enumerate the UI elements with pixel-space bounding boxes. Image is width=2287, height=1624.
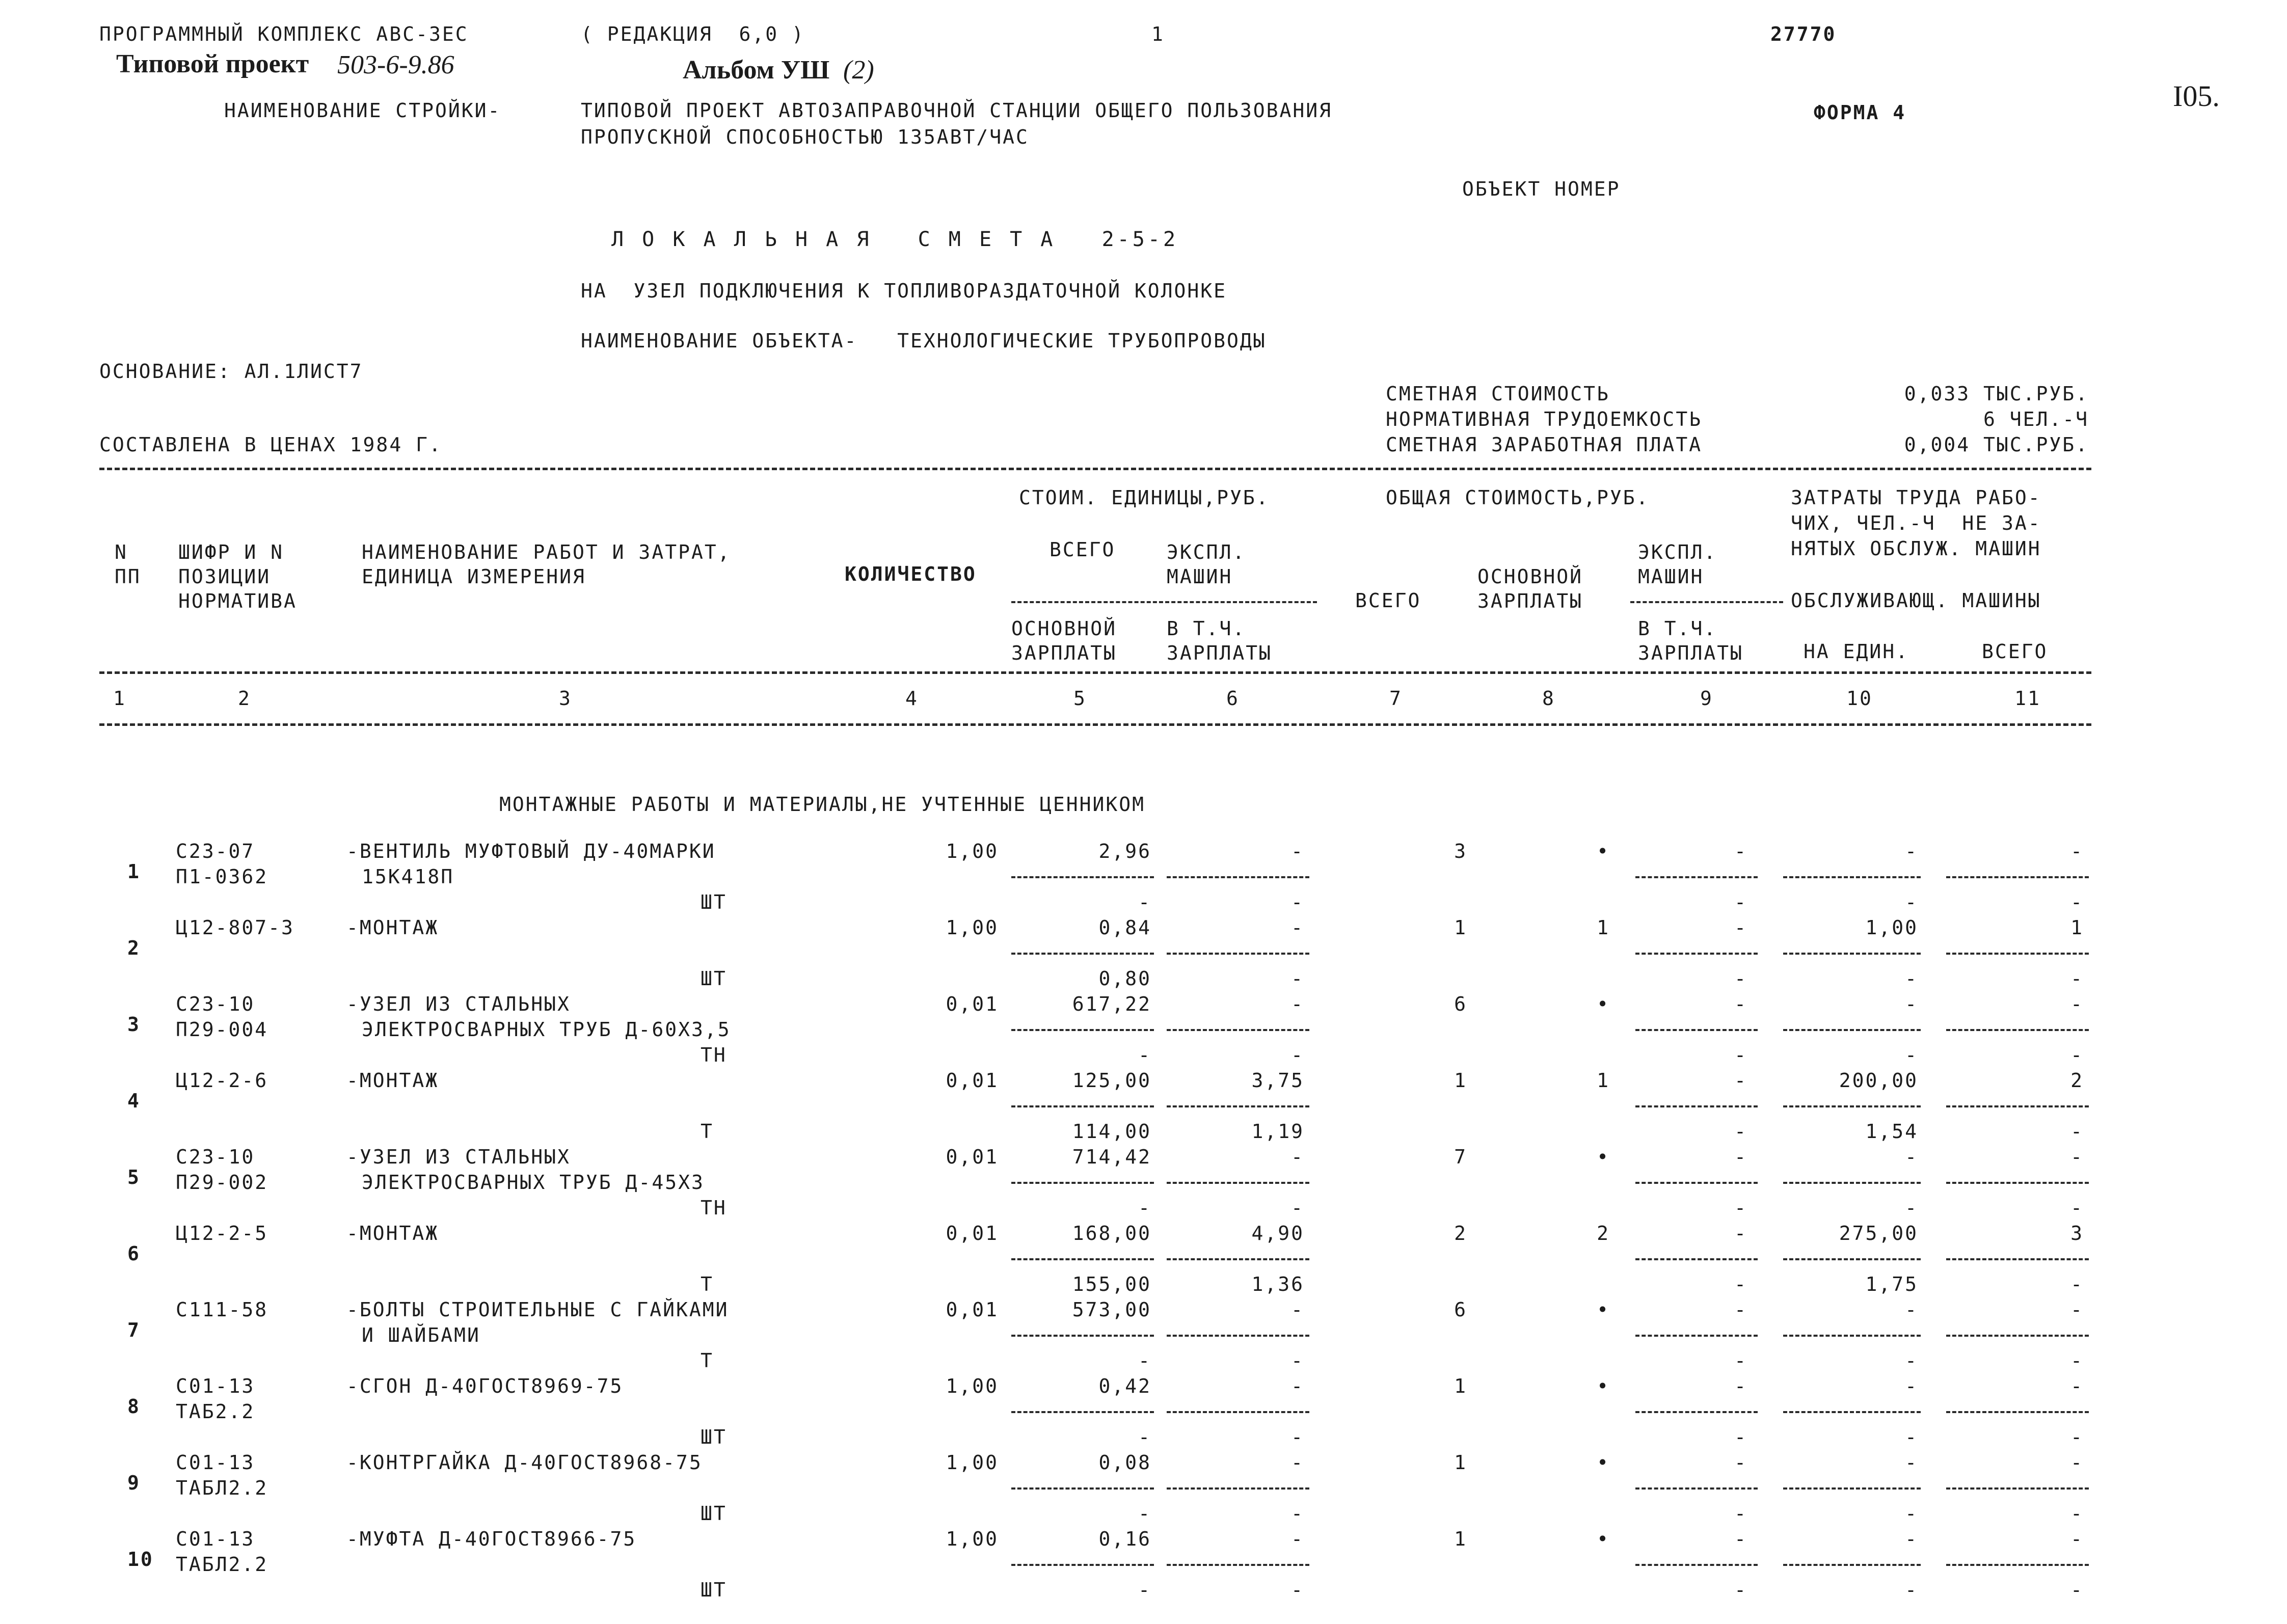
- row-unit-mach-wages: -: [1291, 1044, 1304, 1066]
- row-labor-total-2: -: [2070, 891, 2084, 913]
- row-number: 6: [127, 1242, 141, 1265]
- col-number: 6: [1226, 687, 1240, 710]
- row-divider: [1783, 1335, 1921, 1337]
- row-quantity: 0,01: [946, 1146, 999, 1168]
- row-divider: [1635, 1105, 1758, 1107]
- col-number-header: N ПП: [115, 541, 141, 588]
- row-total: 6: [1454, 1298, 1467, 1321]
- row-unit: ШТ: [701, 891, 727, 913]
- row-total: 3: [1454, 840, 1467, 862]
- row-total-mach-wages: -: [1734, 1579, 1747, 1601]
- col-number: 3: [559, 687, 572, 710]
- row-total-machines: -: [1734, 1528, 1747, 1550]
- row-unit: ТН: [701, 1197, 727, 1219]
- row-divider: [1946, 1258, 2089, 1260]
- row-unit-machines: 3,75: [1251, 1069, 1304, 1092]
- header-rule-top: [99, 468, 2091, 470]
- row-labor-unit: 200,00: [1839, 1069, 1918, 1092]
- row-quantity: 0,01: [946, 1069, 999, 1092]
- edition: ( РЕДАКЦИЯ 6,0 ): [581, 23, 805, 45]
- row-code-2: ТАБЛ2.2: [176, 1553, 268, 1576]
- row-divider: [1635, 1487, 1758, 1490]
- row-number: 1: [127, 860, 141, 883]
- row-divider: [1167, 1411, 1309, 1413]
- row-divider: [1167, 876, 1309, 878]
- row-code: Ц12-2-6: [176, 1069, 268, 1092]
- row-divider: [1946, 1564, 2089, 1566]
- row-total-wages: •: [1597, 993, 1610, 1015]
- header-rule-bottom: [99, 723, 2091, 726]
- object-name: НАИМЕНОВАНИЕ ОБЪЕКТА- ТЕХНОЛОГИЧЕСКИЕ ТРУБОПРОВОДЫ: [581, 330, 1267, 352]
- col-quantity-header: КОЛИЧЕСТВО: [845, 563, 977, 585]
- row-unit: Т: [701, 1349, 714, 1372]
- row-name: -БОЛТЫ СТРОИТЕЛЬНЫЕ С ГАЙКАМИ: [346, 1298, 729, 1321]
- col-11-header: ВСЕГО: [1982, 640, 2048, 663]
- row-total: 1: [1454, 1069, 1467, 1092]
- row-total-machines: -: [1734, 1298, 1747, 1321]
- row-unit-total: 573,00: [1072, 1298, 1151, 1321]
- row-labor-total-2: -: [2070, 1120, 2084, 1143]
- col-number: 1: [113, 687, 126, 710]
- row-labor-total-2: -: [2070, 967, 2084, 990]
- row-labor-total-2: -: [2070, 1502, 2084, 1525]
- row-divider: [1167, 1487, 1309, 1490]
- col-9b-header: В Т.Ч. ЗАРПЛАТЫ: [1638, 617, 1744, 664]
- page-mark: I05.: [2173, 79, 2220, 113]
- row-name: -УЗЕЛ ИЗ СТАЛЬНЫХ: [346, 1146, 571, 1168]
- row-unit-wages: -: [1138, 1349, 1151, 1372]
- row-unit-wages: -: [1138, 1044, 1151, 1066]
- row-code-2: П29-002: [176, 1171, 268, 1194]
- total-cost-divider: [1630, 601, 1783, 603]
- summary-label: СМЕТНАЯ ЗАРАБОТНАЯ ПЛАТА: [1386, 434, 1703, 456]
- row-labor-total-2: -: [2070, 1044, 2084, 1066]
- row-total-machines: -: [1734, 916, 1747, 939]
- row-unit-wages: -: [1138, 1579, 1151, 1601]
- labor-header: ЗАТРАТЫ ТРУДА РАБО-: [1791, 486, 2041, 509]
- row-code: С01-13: [176, 1528, 255, 1550]
- row-labor-total: -: [2070, 993, 2084, 1015]
- row-total-machines: -: [1734, 1222, 1747, 1244]
- row-divider: [1783, 1487, 1921, 1490]
- col-5b-header: ОСНОВНОЙ ЗАРПЛАТЫ: [1011, 617, 1117, 664]
- row-divider: [1783, 1105, 1921, 1107]
- row-total-wages: •: [1597, 1298, 1610, 1321]
- row-divider: [1167, 1182, 1309, 1184]
- row-unit: Т: [701, 1120, 714, 1143]
- row-divider: [1167, 1335, 1309, 1337]
- row-quantity: 0,01: [946, 1222, 999, 1244]
- row-unit: ШТ: [701, 1579, 727, 1601]
- row-divider: [1635, 1258, 1758, 1260]
- row-unit-mach-wages: 1,19: [1251, 1120, 1304, 1143]
- col-number: 7: [1389, 687, 1403, 710]
- row-number: 3: [127, 1013, 141, 1036]
- page-number: 1: [1151, 23, 1165, 45]
- col-number: 11: [2014, 687, 2041, 710]
- row-divider: [1011, 1105, 1154, 1107]
- row-name: -ВЕНТИЛЬ МУФТОВЫЙ ДУ-40МАРКИ: [346, 840, 716, 862]
- construction-name-line1: ТИПОВОЙ ПРОЕКТ АВТОЗАПРАВОЧНОЙ СТАНЦИИ ОБЩЕГО ПОЛЬЗОВАНИЯ: [581, 99, 1333, 122]
- row-name-2: 15К418П: [362, 865, 454, 888]
- row-number: 2: [127, 937, 141, 959]
- row-code-2: П29-004: [176, 1018, 268, 1041]
- row-labor-unit-2: -: [1905, 1197, 1918, 1219]
- row-name: -МОНТАЖ: [346, 916, 439, 939]
- col-number: 4: [905, 687, 919, 710]
- unit-cost-header: СТОИМ. ЕДИНИЦЫ,РУБ.: [1019, 486, 1270, 509]
- row-unit: ШТ: [701, 1426, 727, 1448]
- row-divider: [1946, 1487, 2089, 1490]
- col-6b-header: В Т.Ч. ЗАРПЛАТЫ: [1167, 617, 1273, 664]
- row-divider: [1635, 1335, 1758, 1337]
- row-unit-machines: -: [1291, 1528, 1304, 1550]
- row-total-wages: •: [1597, 1375, 1610, 1397]
- row-divider: [1635, 1182, 1758, 1184]
- row-labor-total: -: [2070, 840, 2084, 862]
- row-divider: [1167, 1105, 1309, 1107]
- row-divider: [1011, 1487, 1154, 1490]
- row-labor-unit: -: [1905, 993, 1918, 1015]
- row-divider: [1946, 1029, 2089, 1031]
- total-cost-header: ОБЩАЯ СТОИМОСТЬ,РУБ.: [1386, 486, 1650, 509]
- row-labor-unit-2: -: [1905, 1579, 1918, 1601]
- row-labor-unit-2: -: [1905, 891, 1918, 913]
- row-unit-total: 125,00: [1072, 1069, 1151, 1092]
- col-code-header: ШИФР И N ПОЗИЦИИ НОРМАТИВА: [178, 541, 297, 612]
- row-labor-unit-2: -: [1905, 1502, 1918, 1525]
- row-labor-total-2: -: [2070, 1579, 2084, 1601]
- row-unit: ШТ: [701, 967, 727, 990]
- row-divider: [1635, 876, 1758, 878]
- row-labor-total: -: [2070, 1146, 2084, 1168]
- col-number: 10: [1846, 687, 1873, 710]
- row-unit-machines: -: [1291, 916, 1304, 939]
- row-unit-mach-wages: -: [1291, 1502, 1304, 1525]
- row-total-wages: •: [1597, 1451, 1610, 1474]
- row-total: 7: [1454, 1146, 1467, 1168]
- row-total-wages: 1: [1597, 916, 1610, 939]
- row-total-machines: -: [1734, 993, 1747, 1015]
- row-unit-total: 714,42: [1072, 1146, 1151, 1168]
- row-divider: [1011, 1411, 1154, 1413]
- row-name: -КОНТРГАЙКА Д-40ГОСТ8968-75: [346, 1451, 703, 1474]
- summary-label: НОРМАТИВНАЯ ТРУДОЕМКОСТЬ: [1386, 408, 1703, 430]
- row-divider: [1167, 953, 1309, 955]
- row-unit: Т: [701, 1273, 714, 1295]
- construction-name-line2: ПРОПУСКНОЙ СПОСОБНОСТЬЮ 135АВТ/ЧАС: [581, 126, 1029, 148]
- form-number: ФОРМА 4: [1814, 101, 1906, 124]
- row-code: С23-10: [176, 993, 255, 1015]
- row-unit-machines: 4,90: [1251, 1222, 1304, 1244]
- row-divider: [1011, 1182, 1154, 1184]
- row-divider: [1783, 1029, 1921, 1031]
- row-labor-total-2: -: [2070, 1197, 2084, 1219]
- row-total-mach-wages: -: [1734, 1426, 1747, 1448]
- row-labor-unit: -: [1905, 840, 1918, 862]
- row-number: 7: [127, 1319, 141, 1341]
- col-6a-header: ЭКСПЛ. МАШИН: [1167, 541, 1246, 588]
- row-unit-mach-wages: -: [1291, 967, 1304, 990]
- row-divider: [1783, 1258, 1921, 1260]
- row-unit-mach-wages: 1,36: [1251, 1273, 1304, 1295]
- row-total-wages: 1: [1597, 1069, 1610, 1092]
- row-divider: [1167, 1029, 1309, 1031]
- col-number: 9: [1700, 687, 1713, 710]
- row-divider: [1946, 1182, 2089, 1184]
- row-total: 1: [1454, 1375, 1467, 1397]
- row-code-2: ТАБ2.2: [176, 1400, 255, 1423]
- row-quantity: 1,00: [946, 840, 999, 862]
- row-name-2: ЭЛЕКТРОСВАРНЫХ ТРУБ Д-60Х3,5: [362, 1018, 731, 1041]
- row-divider: [1783, 1564, 1921, 1566]
- row-labor-unit-2: 1,75: [1865, 1273, 1918, 1295]
- row-unit-mach-wages: -: [1291, 1579, 1304, 1601]
- row-code: Ц12-2-5: [176, 1222, 268, 1244]
- row-total-mach-wages: -: [1734, 1502, 1747, 1525]
- row-divider: [1011, 1258, 1154, 1260]
- row-labor-unit-2: -: [1905, 1349, 1918, 1372]
- unit-cost-divider: [1011, 601, 1317, 603]
- row-total-machines: -: [1734, 1069, 1747, 1092]
- row-total: 6: [1454, 993, 1467, 1015]
- row-divider: [1783, 953, 1921, 955]
- row-unit-total: 2,96: [1098, 840, 1151, 862]
- row-total-machines: -: [1734, 1375, 1747, 1397]
- row-code: Ц12-807-3: [176, 916, 294, 939]
- row-name-2: И ШАЙБАМИ: [362, 1324, 480, 1346]
- labor-header: НЯТЫХ ОБСЛУЖ. МАШИН: [1791, 537, 2041, 560]
- row-total: 1: [1454, 1528, 1467, 1550]
- row-labor-unit: -: [1905, 1298, 1918, 1321]
- row-unit-total: 0,16: [1098, 1528, 1151, 1550]
- row-labor-total-2: -: [2070, 1349, 2084, 1372]
- row-number: 10: [127, 1548, 154, 1571]
- row-unit-wages: -: [1138, 1502, 1151, 1525]
- row-total-mach-wages: -: [1734, 1044, 1747, 1066]
- section-title: МОНТАЖНЫЕ РАБОТЫ И МАТЕРИАЛЫ,НЕ УЧТЕННЫЕ ЦЕННИКОМ: [499, 793, 1146, 816]
- program-name: ПРОГРАММНЫЙ КОМПЛЕКС АВС-ЗЕС: [99, 23, 469, 45]
- row-number: 8: [127, 1395, 141, 1418]
- row-unit: ШТ: [701, 1502, 727, 1525]
- summary-value: 6 ЧЕЛ.-Ч: [1983, 408, 2089, 430]
- row-name: -МУФТА Д-40ГОСТ8966-75: [346, 1528, 637, 1550]
- row-labor-total: 3: [2070, 1222, 2084, 1244]
- row-labor-unit: -: [1905, 1451, 1918, 1474]
- row-code-2: ТАБЛ2.2: [176, 1477, 268, 1499]
- row-number: 4: [127, 1090, 141, 1112]
- row-labor-unit: -: [1905, 1528, 1918, 1550]
- row-code: С23-07: [176, 840, 255, 862]
- row-code: С01-13: [176, 1375, 255, 1397]
- row-quantity: 0,01: [946, 993, 999, 1015]
- row-total-mach-wages: -: [1734, 891, 1747, 913]
- row-total-machines: -: [1734, 1146, 1747, 1168]
- row-unit-mach-wages: -: [1291, 1197, 1304, 1219]
- col-5a-header: ВСЕГО: [1050, 538, 1116, 561]
- row-unit: ТН: [701, 1044, 727, 1066]
- row-labor-total: -: [2070, 1528, 2084, 1550]
- row-name: -УЗЕЛ ИЗ СТАЛЬНЫХ: [346, 993, 571, 1015]
- summary-value: 0,033 ТЫС.РУБ.: [1904, 383, 2089, 405]
- row-unit-mach-wages: -: [1291, 1349, 1304, 1372]
- row-labor-unit-2: -: [1905, 1044, 1918, 1066]
- row-unit-mach-wages: -: [1291, 891, 1304, 913]
- row-labor-total: -: [2070, 1451, 2084, 1474]
- row-quantity: 1,00: [946, 916, 999, 939]
- row-quantity: 0,01: [946, 1298, 999, 1321]
- summary-value: 0,004 ТЫС.РУБ.: [1904, 434, 2089, 456]
- row-number: 5: [127, 1166, 141, 1188]
- row-name: -МОНТАЖ: [346, 1222, 439, 1244]
- row-total-mach-wages: -: [1734, 1349, 1747, 1372]
- price-basis: СОСТАВЛЕНА В ЦЕНАХ 1984 Г.: [99, 434, 442, 456]
- row-divider: [1011, 876, 1154, 878]
- row-total-wages: 2: [1597, 1222, 1610, 1244]
- row-total-mach-wages: -: [1734, 967, 1747, 990]
- row-total-machines: -: [1734, 1451, 1747, 1474]
- row-unit-wages: -: [1138, 1426, 1151, 1448]
- row-total-mach-wages: -: [1734, 1120, 1747, 1143]
- row-total-mach-wages: -: [1734, 1273, 1747, 1295]
- row-unit-total: 617,22: [1072, 993, 1151, 1015]
- row-labor-unit-2: -: [1905, 967, 1918, 990]
- labor-header: ОБСЛУЖИВАЮЩ. МАШИНЫ: [1791, 589, 2041, 612]
- row-unit-machines: -: [1291, 1375, 1304, 1397]
- row-labor-unit: -: [1905, 1375, 1918, 1397]
- row-divider: [1635, 1029, 1758, 1031]
- row-unit-mach-wages: -: [1291, 1426, 1304, 1448]
- col-9a-header: ЭКСПЛ. МАШИН: [1638, 541, 1717, 588]
- typical-project-number: 503-6-9.86: [337, 50, 454, 79]
- row-labor-unit-2: -: [1905, 1426, 1918, 1448]
- col-number: 5: [1073, 687, 1087, 710]
- row-divider: [1635, 953, 1758, 955]
- col-number: 2: [238, 687, 251, 710]
- row-unit-machines: -: [1291, 1298, 1304, 1321]
- object-number: ОБЪЕКТ НОМЕР: [1462, 178, 1621, 200]
- document-number: 27770: [1770, 23, 1837, 45]
- row-divider: [1011, 1029, 1154, 1031]
- row-divider: [1783, 876, 1921, 878]
- row-total: 1: [1454, 1451, 1467, 1474]
- col-8-header: ОСНОВНОЙ ЗАРПЛАТЫ: [1477, 565, 1583, 612]
- row-divider: [1011, 1335, 1154, 1337]
- row-divider: [1167, 1258, 1309, 1260]
- row-total-mach-wages: -: [1734, 1197, 1747, 1219]
- row-divider: [1946, 953, 2089, 955]
- row-divider: [1635, 1564, 1758, 1566]
- row-labor-total: 2: [2070, 1069, 2084, 1092]
- row-unit-machines: -: [1291, 840, 1304, 862]
- row-labor-unit: -: [1905, 1146, 1918, 1168]
- row-unit-machines: -: [1291, 993, 1304, 1015]
- col-10-header: НА ЕДИН.: [1804, 640, 1909, 663]
- row-labor-unit: 275,00: [1839, 1222, 1918, 1244]
- labor-header: ЧИХ, ЧЕЛ.-Ч НЕ ЗА-: [1791, 512, 2041, 534]
- row-labor-total-2: -: [2070, 1426, 2084, 1448]
- row-unit-wages: -: [1138, 1197, 1151, 1219]
- col-number: 8: [1542, 687, 1555, 710]
- summary-label: СМЕТНАЯ СТОИМОСТЬ: [1386, 383, 1610, 405]
- row-divider: [1011, 953, 1154, 955]
- row-unit-total: 0,08: [1098, 1451, 1151, 1474]
- row-code-2: П1-0362: [176, 865, 268, 888]
- row-code: С01-13: [176, 1451, 255, 1474]
- row-divider: [1167, 1564, 1309, 1566]
- row-labor-total: -: [2070, 1298, 2084, 1321]
- row-unit-machines: -: [1291, 1146, 1304, 1168]
- row-name-2: ЭЛЕКТРОСВАРНЫХ ТРУБ Д-45Х3: [362, 1171, 705, 1194]
- row-divider: [1635, 1411, 1758, 1413]
- row-quantity: 1,00: [946, 1451, 999, 1474]
- col-7-header: ВСЕГО: [1355, 589, 1421, 612]
- row-total-wages: •: [1597, 1528, 1610, 1550]
- album-part: (2): [843, 56, 874, 85]
- basis: ОСНОВАНИЕ: АЛ.1ЛИСТ7: [99, 360, 363, 383]
- row-labor-total: -: [2070, 1375, 2084, 1397]
- row-labor-unit: 1,00: [1865, 916, 1918, 939]
- row-unit-total: 0,42: [1098, 1375, 1151, 1397]
- estimate-subject: НА УЗЕЛ ПОДКЛЮЧЕНИЯ К ТОПЛИВОРАЗДАТОЧНОЙ КОЛОНКЕ: [581, 280, 1227, 302]
- row-divider: [1011, 1564, 1154, 1566]
- row-divider: [1783, 1411, 1921, 1413]
- row-total-wages: •: [1597, 840, 1610, 862]
- row-total-machines: -: [1734, 840, 1747, 862]
- row-name: -МОНТАЖ: [346, 1069, 439, 1092]
- row-divider: [1783, 1182, 1921, 1184]
- row-labor-total-2: -: [2070, 1273, 2084, 1295]
- page-title: Л О К А Л Ь Н А Я С М Е Т А 2-5-2: [611, 228, 1179, 251]
- row-unit-wages: -: [1138, 891, 1151, 913]
- row-name: -СГОН Д-40ГОСТ8969-75: [346, 1375, 624, 1397]
- row-unit-wages: 114,00: [1072, 1120, 1151, 1143]
- col-name-header: НАИМЕНОВАНИЕ РАБОТ И ЗАТРАТ, ЕДИНИЦА ИЗМЕРЕНИЯ: [362, 541, 731, 588]
- row-total: 1: [1454, 916, 1467, 939]
- album-label: Альбом УШ: [683, 56, 830, 85]
- row-labor-total: 1: [2070, 916, 2084, 939]
- row-unit-total: 0,84: [1098, 916, 1151, 939]
- row-total-wages: •: [1597, 1146, 1610, 1168]
- typical-project-label: Типовой проект: [116, 49, 309, 78]
- row-total: 2: [1454, 1222, 1467, 1244]
- row-number: 9: [127, 1472, 141, 1494]
- row-labor-unit-2: 1,54: [1865, 1120, 1918, 1143]
- construction-label: НАИМЕНОВАНИЕ СТРОЙКИ-: [224, 99, 501, 122]
- row-divider: [1946, 1335, 2089, 1337]
- row-quantity: 1,00: [946, 1528, 999, 1550]
- row-code: С111-58: [176, 1298, 268, 1321]
- row-divider: [1946, 1105, 2089, 1107]
- row-unit-wages: 0,80: [1098, 967, 1151, 990]
- row-unit-wages: 155,00: [1072, 1273, 1151, 1295]
- row-code: С23-10: [176, 1146, 255, 1168]
- row-unit-machines: -: [1291, 1451, 1304, 1474]
- row-divider: [1946, 876, 2089, 878]
- header-rule-middle: [99, 671, 2091, 674]
- row-divider: [1946, 1411, 2089, 1413]
- row-quantity: 1,00: [946, 1375, 999, 1397]
- row-unit-total: 168,00: [1072, 1222, 1151, 1244]
